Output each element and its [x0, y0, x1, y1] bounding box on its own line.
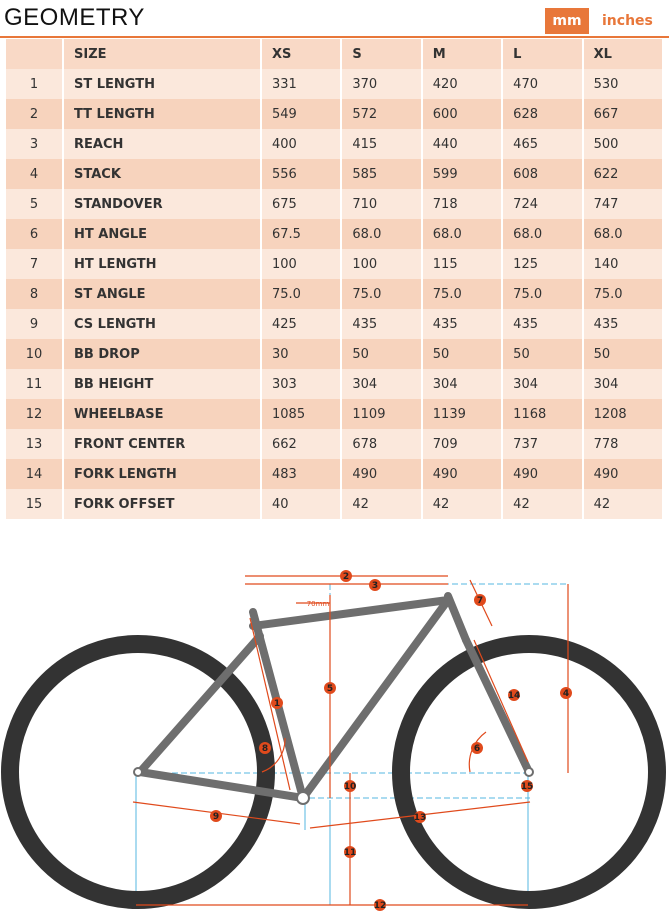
marker-4 — [560, 687, 572, 699]
row-value: 420 — [423, 69, 501, 99]
row-value: 68.0 — [584, 219, 662, 249]
row-label: ST ANGLE — [64, 279, 260, 309]
page-title: GEOMETRY — [4, 4, 145, 31]
row-value: 75.0 — [503, 279, 581, 309]
row-value: 1109 — [342, 399, 420, 429]
row-value: 490 — [342, 459, 420, 489]
row-value: 1139 — [423, 399, 501, 429]
row-label: WHEELBASE — [64, 399, 260, 429]
bike-frame — [140, 596, 529, 798]
row-index: 6 — [6, 219, 62, 249]
row-index: 3 — [6, 129, 62, 159]
row-label: CS LENGTH — [64, 309, 260, 339]
marker-10 — [344, 780, 357, 792]
table-row — [6, 399, 662, 429]
row-value: 304 — [584, 369, 662, 399]
row-label: BB DROP — [64, 339, 260, 369]
row-label: FORK OFFSET — [64, 489, 260, 519]
table-row — [6, 69, 662, 99]
bottom-bracket — [297, 792, 309, 804]
row-value: 42 — [503, 489, 581, 519]
table-row — [6, 159, 662, 189]
row-value: 470 — [503, 69, 581, 99]
geometry-header — [0, 0, 669, 38]
row-value: 530 — [584, 69, 662, 99]
row-value: 75.0 — [584, 279, 662, 309]
row-value: 68.0 — [503, 219, 581, 249]
row-index: 5 — [6, 189, 62, 219]
table-row — [6, 189, 662, 219]
row-value: 40 — [262, 489, 340, 519]
row-value: 100 — [342, 249, 420, 279]
marker-13 — [414, 811, 427, 823]
bike-geometry-diagram — [0, 540, 669, 917]
row-value: 435 — [342, 309, 420, 339]
table-body — [6, 69, 662, 519]
row-value: 709 — [423, 429, 501, 459]
row-value: 415 — [342, 129, 420, 159]
table-row — [6, 339, 662, 369]
row-label: FRONT CENTER — [64, 429, 260, 459]
row-value: 435 — [503, 309, 581, 339]
row-value: 75.0 — [342, 279, 420, 309]
table-header-row — [6, 39, 662, 69]
marker-5 — [324, 682, 336, 694]
geometry-table — [4, 39, 664, 519]
row-value: 1168 — [503, 399, 581, 429]
row-index: 13 — [6, 429, 62, 459]
row-value: 304 — [503, 369, 581, 399]
row-label: ST LENGTH — [64, 69, 260, 99]
header-index — [6, 39, 62, 69]
table-row — [6, 429, 662, 459]
row-value: 465 — [503, 129, 581, 159]
row-index: 2 — [6, 99, 62, 129]
header-xl: XL — [584, 39, 662, 69]
table-row — [6, 309, 662, 339]
seat-setback-note: 70mm — [306, 600, 330, 608]
row-value: 667 — [584, 99, 662, 129]
row-label: TT LENGTH — [64, 99, 260, 129]
row-value: 400 — [262, 129, 340, 159]
row-value: 75.0 — [262, 279, 340, 309]
row-value: 331 — [262, 69, 340, 99]
marker-7 — [474, 594, 486, 606]
row-index: 14 — [6, 459, 62, 489]
svg-text:12: 12 — [373, 901, 387, 911]
row-value: 50 — [423, 339, 501, 369]
unit-mm-toggle[interactable]: mm — [545, 8, 589, 34]
row-value: 737 — [503, 429, 581, 459]
svg-text:9: 9 — [212, 812, 220, 822]
row-value: 68.0 — [342, 219, 420, 249]
row-value: 304 — [423, 369, 501, 399]
row-value: 747 — [584, 189, 662, 219]
header-s: S — [342, 39, 420, 69]
row-value: 778 — [584, 429, 662, 459]
marker-6 — [471, 742, 483, 754]
row-value: 50 — [342, 339, 420, 369]
row-value: 42 — [584, 489, 662, 519]
row-value: 140 — [584, 249, 662, 279]
table-row — [6, 249, 662, 279]
row-value: 1085 — [262, 399, 340, 429]
row-value: 678 — [342, 429, 420, 459]
header-l: L — [503, 39, 581, 69]
row-value: 304 — [342, 369, 420, 399]
rear-hub — [134, 768, 142, 776]
svg-text:7: 7 — [476, 596, 484, 606]
table-row — [6, 489, 662, 519]
row-value: 572 — [342, 99, 420, 129]
svg-text:10: 10 — [343, 782, 357, 792]
svg-text:3: 3 — [371, 581, 379, 591]
marker-12 — [374, 899, 387, 911]
row-value: 42 — [423, 489, 501, 519]
row-label: FORK LENGTH — [64, 459, 260, 489]
svg-text:15: 15 — [520, 782, 534, 792]
svg-text:13: 13 — [413, 813, 427, 823]
row-value: 483 — [262, 459, 340, 489]
row-value: 435 — [584, 309, 662, 339]
row-value: 599 — [423, 159, 501, 189]
row-index: 1 — [6, 69, 62, 99]
row-value: 724 — [503, 189, 581, 219]
row-value: 585 — [342, 159, 420, 189]
marker-2 — [340, 570, 352, 582]
table-row — [6, 219, 662, 249]
table-row — [6, 279, 662, 309]
row-value: 718 — [423, 189, 501, 219]
row-index: 8 — [6, 279, 62, 309]
svg-text:6: 6 — [473, 744, 481, 754]
marker-11 — [344, 846, 357, 858]
row-value: 303 — [262, 369, 340, 399]
table-row — [6, 459, 662, 489]
row-value: 68.0 — [423, 219, 501, 249]
row-value: 490 — [503, 459, 581, 489]
row-index: 9 — [6, 309, 62, 339]
row-value: 675 — [262, 189, 340, 219]
row-index: 7 — [6, 249, 62, 279]
row-value: 662 — [262, 429, 340, 459]
row-label: HT ANGLE — [64, 219, 260, 249]
row-value: 710 — [342, 189, 420, 219]
marker-15 — [521, 780, 534, 792]
row-index: 10 — [6, 339, 62, 369]
header-m: M — [423, 39, 501, 69]
marker-3 — [369, 579, 381, 591]
marker-8 — [259, 742, 271, 754]
row-value: 115 — [423, 249, 501, 279]
row-label: STACK — [64, 159, 260, 189]
row-label: REACH — [64, 129, 260, 159]
row-value: 30 — [262, 339, 340, 369]
row-value: 490 — [584, 459, 662, 489]
row-value: 67.5 — [262, 219, 340, 249]
row-value: 1208 — [584, 399, 662, 429]
row-value: 556 — [262, 159, 340, 189]
row-value: 440 — [423, 129, 501, 159]
row-index: 4 — [6, 159, 62, 189]
row-value: 100 — [262, 249, 340, 279]
row-value: 50 — [503, 339, 581, 369]
row-value: 600 — [423, 99, 501, 129]
table-row — [6, 129, 662, 159]
header-size: SIZE — [64, 39, 260, 69]
row-value: 500 — [584, 129, 662, 159]
row-index: 12 — [6, 399, 62, 429]
svg-text:1: 1 — [273, 699, 281, 709]
svg-text:11: 11 — [343, 848, 357, 858]
row-value: 622 — [584, 159, 662, 189]
svg-text:14: 14 — [507, 691, 521, 701]
row-index: 11 — [6, 369, 62, 399]
row-value: 490 — [423, 459, 501, 489]
row-label: HT LENGTH — [64, 249, 260, 279]
front-hub — [525, 768, 533, 776]
svg-text:2: 2 — [342, 572, 350, 582]
row-value: 50 — [584, 339, 662, 369]
header-xs: XS — [262, 39, 340, 69]
row-value: 549 — [262, 99, 340, 129]
row-value: 125 — [503, 249, 581, 279]
table-row — [6, 99, 662, 129]
row-value: 608 — [503, 159, 581, 189]
table-row — [6, 369, 662, 399]
marker-9 — [210, 810, 222, 822]
row-value: 425 — [262, 309, 340, 339]
svg-text:5: 5 — [326, 684, 334, 694]
row-value: 435 — [423, 309, 501, 339]
row-label: BB HEIGHT — [64, 369, 260, 399]
marker-1 — [271, 697, 283, 709]
row-value: 628 — [503, 99, 581, 129]
svg-text:8: 8 — [261, 744, 269, 754]
svg-text:4: 4 — [562, 689, 570, 699]
row-value: 42 — [342, 489, 420, 519]
row-value: 370 — [342, 69, 420, 99]
row-index: 15 — [6, 489, 62, 519]
row-label: STANDOVER — [64, 189, 260, 219]
unit-inches-toggle[interactable]: inches — [602, 13, 653, 29]
marker-14 — [508, 689, 521, 701]
row-value: 75.0 — [423, 279, 501, 309]
